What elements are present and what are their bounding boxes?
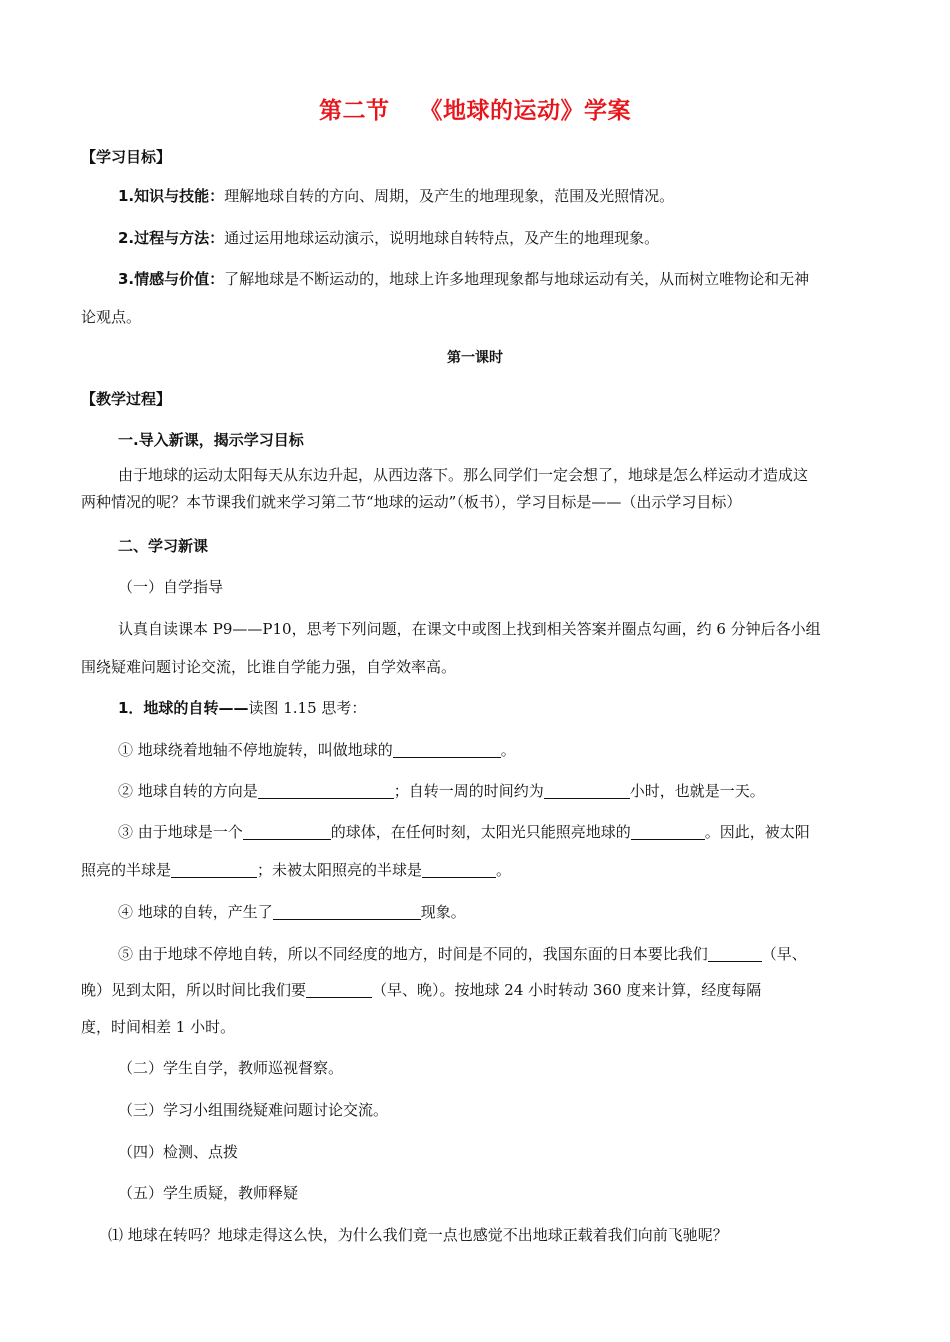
- answer-blank[interactable]: [708, 945, 762, 962]
- objective-label: 3.情感与价值：: [118, 270, 225, 288]
- objective-item-3-cont: 论观点。: [81, 308, 142, 326]
- question-heading: [118, 698, 908, 718]
- process-heading: 【教学过程】: [81, 390, 172, 408]
- objective-text: 了解地球是不断运动的，地球上许多地理现象都与地球运动有关，从而树立唯物论和无神: [224, 270, 810, 288]
- answer-blank[interactable]: [544, 782, 630, 799]
- objective-label: 1.知识与技能：: [118, 187, 225, 205]
- answer-blank[interactable]: [243, 823, 331, 840]
- objective-item-3: [118, 269, 908, 289]
- title-section: 第二节: [319, 98, 390, 124]
- answer-blank[interactable]: [631, 823, 705, 840]
- question-3-cont: 照亮的半球是 ；未被太阳照亮的半球是 。: [81, 861, 512, 879]
- answer-blank[interactable]: [393, 741, 501, 758]
- answer-blank[interactable]: [306, 981, 372, 998]
- question-4: ④ 地球的自转，产生了 现象。: [118, 903, 466, 921]
- objective-text: 理解地球自转的方向、周期，及产生的地理现象，范围及光照情况。: [224, 187, 675, 205]
- question-5-end: 度，时间相差 1 小时。: [81, 1018, 236, 1036]
- question-heading-bold: 1．地球的自转——: [118, 699, 249, 717]
- question-5-cont: 晚）见到太阳，所以时间比我们要 （早、晚）。按地球 24 小时转动 360 度来计算，经度每隔: [81, 981, 762, 999]
- subsection-student-study: （二）学生自学，教师巡视督察。: [118, 1059, 344, 1077]
- answer-blank[interactable]: [422, 861, 496, 878]
- objective-text: 通过运用地球运动演示，说明地球自转特点，及产生的地理现象。: [224, 229, 660, 247]
- answer-blank[interactable]: [171, 861, 257, 878]
- question-1: ① 地球绕着地轴不停地旋转，叫做地球的 。: [118, 741, 516, 759]
- section-heading-new: 二、学习新课: [118, 537, 209, 555]
- answer-blank[interactable]: [258, 782, 394, 799]
- question-5: ⑤ 由于地球不停地自转，所以不同经度的地方，时间是不同的，我国东面的日本要比我们 （早、: [118, 945, 807, 963]
- self-study-para-line-1: 认真自读课本 P9——P10，思考下列问题，在课文中或图上找到相关答案并圈点勾画，约 6 分钟后各小组: [118, 620, 821, 638]
- title-subject: 《地球的运动》学案: [419, 98, 631, 124]
- doubt-question-1: ⑴ 地球在转吗？地球走得这么快，为什么我们竟一点也感觉不出地球正载着我们向前飞驰呢？: [108, 1226, 728, 1244]
- section-heading-intro: 一.导入新课，揭示学习目标: [118, 431, 304, 449]
- objective-item-1: [118, 186, 908, 206]
- objective-label: 2.过程与方法：: [118, 229, 225, 247]
- subsection-check: （四）检测、点拨: [118, 1143, 239, 1161]
- subsection-self-study: （一）自学指导: [118, 578, 224, 596]
- subsection-group-discussion: （三）学习小组围绕疑难问题讨论交流。: [118, 1101, 389, 1119]
- question-3: ③ 由于地球是一个 的球体，在任何时刻，太阳光只能照亮地球的 。因此，被太阳: [118, 823, 810, 841]
- intro-para-line-2: 两种情况的呢？本节课我们就来学习第二节“地球的运动”（板书），学习目标是——（出示学习目标）: [81, 493, 742, 511]
- lesson-label: 第一课时: [447, 350, 503, 366]
- subsection-questions: （五）学生质疑，教师释疑: [118, 1184, 299, 1202]
- question-heading-rest: 读图 1.15 思考：: [248, 699, 367, 717]
- answer-blank[interactable]: [273, 903, 421, 920]
- objectives-heading: 【学习目标】: [81, 148, 172, 166]
- intro-para-line-1: 由于地球的运动太阳每天从东边升起，从西边落下。那么同学们一定会想了，地球是怎么样运动才造成这: [118, 466, 809, 484]
- page-title: [0, 92, 950, 125]
- self-study-para-line-2: 围绕疑难问题讨论交流，比谁自学能力强，自学效率高。: [81, 658, 457, 676]
- question-2: ② 地球自转的方向是 ；自转一周的时间约为 小时，也就是一天。: [118, 782, 765, 800]
- objective-item-2: [118, 228, 908, 248]
